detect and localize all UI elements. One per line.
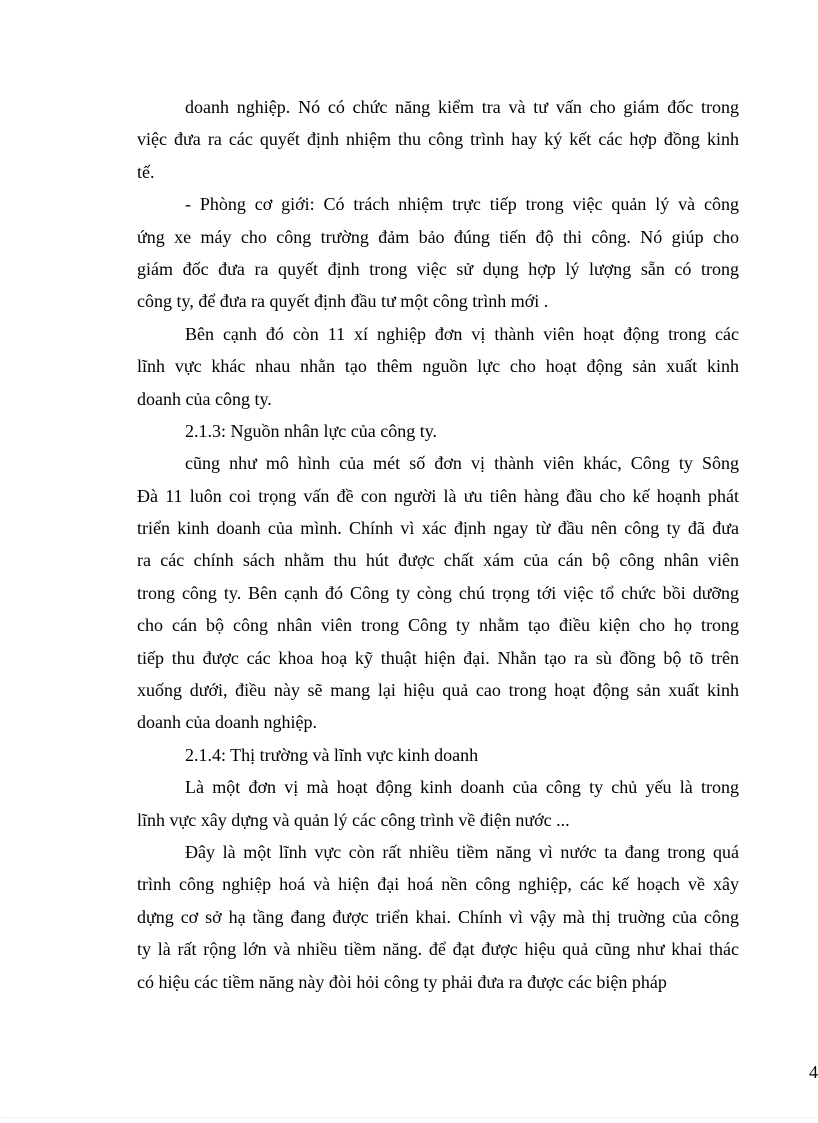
text-line: dựng cơ sở hạ tầng đang được triển khai. Chính vì vậy mà thị truờng của công bbox=[137, 906, 739, 927]
text-line: doanh của công ty. bbox=[137, 388, 272, 409]
text-line: doanh nghiệp. Nó có chức năng kiểm tra và tư vấn cho giám đốc trong bbox=[185, 97, 739, 117]
text-line: Là một đơn vị mà hoạt động kinh doanh của công ty chủ yếu là trong bbox=[185, 777, 739, 798]
text-line: Đây là một lĩnh vực còn rất nhiều tiềm năng vì nước ta đang trong quá bbox=[185, 841, 739, 862]
text-line: ứng xe máy cho công trường đảm bảo đúng tiến độ thi công. Nó giúp cho bbox=[137, 226, 739, 247]
text-line: Đà 11 luôn coi trọng vấn đề con người là ưu tiên hàng đầu cho kế hoạnh phát bbox=[137, 485, 739, 506]
text-line: Bên cạnh đó còn 11 xí nghiệp đơn vị thành viên hoạt động trong các bbox=[185, 323, 739, 344]
text-line: ty là rất rộng lớn và nhiều tiềm năng. để đạt được hiệu quả cũng như khai thác bbox=[137, 939, 739, 960]
text-line: lĩnh vực xây dựng và quản lý các công trình về điện nước ... bbox=[137, 809, 570, 830]
page-number: 4 bbox=[809, 1062, 818, 1082]
text-line: trong công ty. Bên cạnh đó Công ty còng chú trọng tới việc tổ chức bồi dưỡng bbox=[137, 582, 739, 603]
text-line: cho cán bộ công nhân viên trong Công ty nhằm tạo điều kiện cho họ trong bbox=[137, 615, 739, 636]
text-line: xuống dưới, điều này sẽ mang lại hiệu quả cao trong hoạt động sản xuất kinh bbox=[137, 680, 739, 701]
text-line: triển kinh doanh của mình. Chính vì xác định ngay từ đầu nên công ty đã đưa bbox=[137, 518, 739, 539]
page-bottom-divider bbox=[0, 1117, 816, 1118]
text-line: ra các chính sách nhằm thu hút được chất xám của cán bộ công nhân viên bbox=[137, 550, 739, 571]
text-line: giám đốc đưa ra quyết định trong việc sử dụng hợp lý lượng sẵn có trong bbox=[137, 258, 739, 279]
section-heading: 2.1.3: Nguồn nhân lực của công ty. bbox=[185, 420, 438, 441]
text-line: doanh của doanh nghiệp. bbox=[137, 712, 317, 733]
text-line: tế. bbox=[137, 161, 155, 182]
text-line: có hiệu các tiềm năng này đòi hỏi công ty phải đưa ra được các biện pháp bbox=[137, 971, 667, 992]
body-text bbox=[137, 91, 739, 998]
text-line: lĩnh vực khác nhau nhằn tạo thêm nguồn lực cho hoạt động sản xuất kinh bbox=[137, 356, 739, 377]
text-line: cũng như mô hình của mét số đơn vị thành viên khác, Công ty Sông bbox=[185, 453, 739, 474]
text-line: công ty, để đưa ra quyết định đầu tư một công trình mới . bbox=[137, 291, 549, 312]
text-line: việc đưa ra các quyết định nhiệm thu công trình hay ký kết các hợp đồng kinh bbox=[137, 129, 739, 150]
text-line: trình công nghiệp hoá và hiện đại hoá nền công nghiệp, các kế hoạch về xây bbox=[137, 874, 739, 895]
text-line: tiếp thu được các khoa hoạ kỹ thuật hiện đại. Nhằn tạo ra sù đồng bộ tõ trên bbox=[137, 647, 739, 668]
section-heading: 2.1.4: Thị trường và lĩnh vực kinh doanh bbox=[185, 744, 479, 765]
text-line: - Phòng cơ giới: Có trách nhiệm trực tiếp trong việc quản lý và công bbox=[185, 194, 739, 215]
